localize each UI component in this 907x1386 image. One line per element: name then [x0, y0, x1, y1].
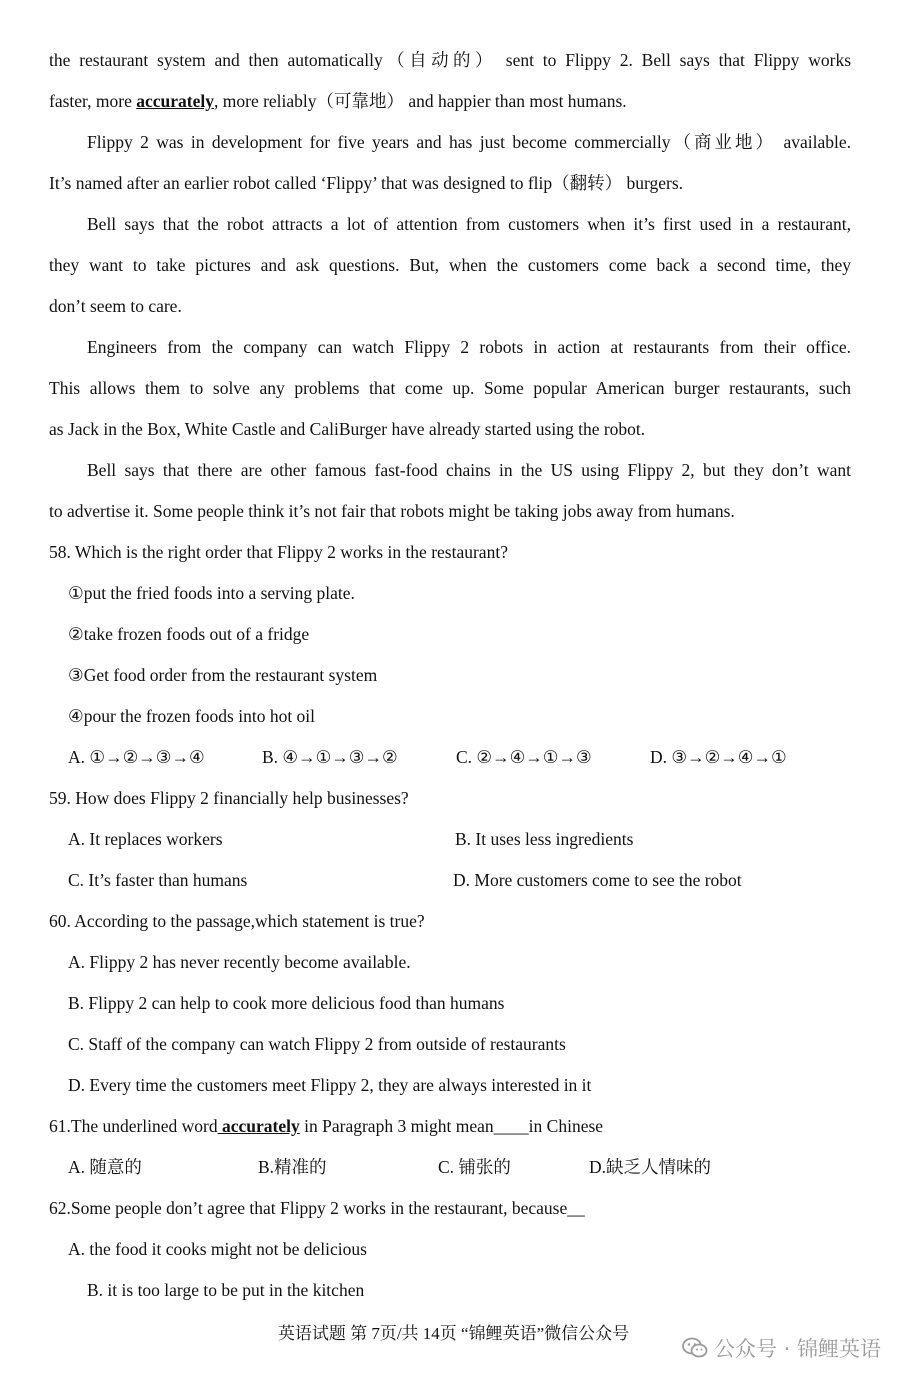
question-text: 61.The underlined word [49, 1116, 218, 1136]
question-59-options [49, 860, 851, 901]
question-58-stem: 58. Which is the right order that Flippy 2 works in the restaurant? [49, 542, 508, 562]
passage-text: faster, more [49, 91, 137, 111]
option-a: A. It replaces workers [68, 829, 223, 849]
passage-line: to advertise it. Some people think it’s not fair that robots might be taking jobs away from humans. [49, 501, 735, 521]
option-c: C. ②→④→①→③ [456, 747, 592, 767]
wechat-watermark [682, 1333, 881, 1363]
option-b: B. It uses less ingredients [455, 829, 634, 849]
passage-line: Engineers from the company can watch Flippy 2 robots in action at restaurants from their office. [87, 337, 851, 357]
option-b: B. ④→①→③→② [262, 747, 398, 767]
question-58-options [49, 737, 851, 778]
underlined-word: accurately [217, 1116, 300, 1136]
option-c: C. It’s faster than humans [68, 870, 248, 890]
option-d: D. Every time the customers meet Flippy 2, they are always interested in it [68, 1075, 592, 1095]
step-item: ④pour the frozen foods into hot oil [68, 706, 316, 726]
page-footer: 英语试题 第 7页/共 14页 “锦鲤英语”微信公众号 [277, 1324, 630, 1343]
passage-text: , more reliably（可靠地） and happier than most humans. [214, 91, 627, 111]
exam-page [49, 40, 851, 1311]
question-62-stem: 62.Some people don’t agree that Flippy 2 works in the restaurant, because__ [49, 1198, 585, 1218]
option-d: D. More customers come to see the robot [453, 870, 742, 890]
question-61-options [49, 1147, 851, 1188]
passage-line: Bell says that the robot attracts a lot of attention from customers when it’s first used in a restaurant, [87, 214, 851, 234]
option-a: A. 随意的 [68, 1157, 142, 1177]
option-a: A. Flippy 2 has never recently become available. [68, 952, 411, 972]
watermark-text: 公众号 · 锦鲤英语 [713, 1337, 881, 1361]
passage-line: as Jack in the Box, White Castle and CaliBurger have already started using the robot. [49, 419, 646, 439]
step-item: ①put the fried foods into a serving plate. [68, 583, 355, 603]
passage-line: don’t seem to care. [49, 296, 182, 316]
step-item: ③Get food order from the restaurant system [68, 665, 378, 685]
option-d: D. ③→②→④→① [650, 747, 787, 767]
passage-line: It’s named after an earlier robot called ‘Flippy’ that was designed to flip（翻转） burgers. [49, 173, 684, 193]
question-59-stem: 59. How does Flippy 2 financially help businesses? [49, 788, 409, 808]
wechat-icon [682, 1337, 708, 1359]
question-61-stem [49, 1106, 851, 1147]
step-item: ②take frozen foods out of a fridge [68, 624, 310, 644]
option-d: D.缺乏人情味的 [589, 1157, 712, 1177]
passage-line: Flippy 2 was in development for five years and has just become commercially（商业地） available. [87, 132, 851, 152]
option-c: C. 铺张的 [438, 1157, 511, 1177]
question-60-stem: 60. According to the passage,which statement is true? [49, 911, 425, 931]
passage-line: Bell says that there are other famous fast-food chains in the US using Flippy 2, but they don’t want [87, 460, 851, 480]
question-59-options [49, 819, 851, 860]
option-b: B.精准的 [258, 1157, 327, 1177]
passage-line: the restaurant system and then automatically（自动的） sent to Flippy 2. Bell says that Flippy works [49, 50, 851, 70]
option-a: A. the food it cooks might not be delicious [68, 1239, 367, 1259]
passage-line: they want to take pictures and ask questions. But, when the customers come back a second time, they [49, 255, 851, 275]
option-c: C. Staff of the company can watch Flippy 2 from outside of restaurants [68, 1034, 566, 1054]
option-a: A. ①→②→③→④ [68, 747, 205, 767]
passage-line [49, 81, 851, 122]
underlined-word: accurately [136, 91, 214, 111]
option-b: B. Flippy 2 can help to cook more delicious food than humans [68, 993, 505, 1013]
question-text: in Paragraph 3 might mean____in Chinese [299, 1116, 604, 1136]
option-b: B. it is too large to be put in the kitchen [87, 1280, 365, 1300]
passage-line: This allows them to solve any problems that come up. Some popular American burger restaurants, such [49, 378, 851, 398]
